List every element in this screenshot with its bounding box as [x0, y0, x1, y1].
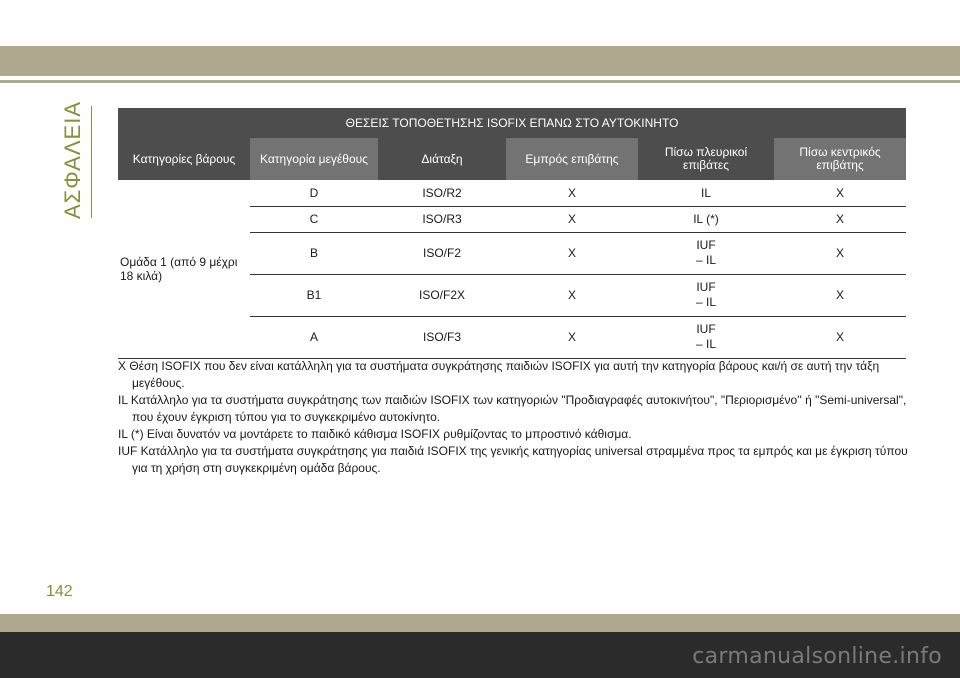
cell-rear-side-line-1: IUF	[696, 238, 716, 252]
watermark-text: carmanualsonline.info	[692, 644, 942, 669]
header-rule	[0, 80, 960, 83]
cell-rear-side	[638, 232, 774, 274]
header-rear-side-passengers: Πίσω πλευρικοί επιβάτες	[638, 138, 774, 180]
header-size-category: Κατηγορία μεγέθους	[250, 138, 378, 180]
cell-rear-side-line-2: – IL	[695, 337, 716, 351]
table-header-row	[118, 138, 906, 180]
cell-layout: ISO/R2	[378, 180, 506, 206]
note-il-star: IL (*) Είναι δυνατόν να μοντάρετε το παιδικό κάθισμα ISOFIX ρυθμίζοντας το μπροστινό κάθισμα.	[118, 427, 632, 441]
cell-rear-center: X	[774, 206, 906, 232]
cell-rear-side: IL (*)	[638, 206, 774, 232]
cell-front: X	[506, 180, 638, 206]
cell-rear-side	[638, 274, 774, 316]
cell-rear-side-line-2: – IL	[695, 253, 716, 267]
cell-layout: ISO/F2	[378, 232, 506, 274]
table-notes	[118, 358, 908, 477]
header-rear-center-passenger: Πίσω κεντρικός επιβάτης	[774, 138, 906, 180]
section-title	[56, 100, 90, 220]
cell-layout: ISO/F3	[378, 316, 506, 358]
cell-rear-side: IL	[638, 180, 774, 206]
cell-rear-side-line-2: – IL	[695, 295, 716, 309]
note-iuf: IUF Κατάλληλο για τα συστήματα συγκράτησης για παιδιά ISOFIX της γενικής κατηγορίας universal στραμμένα προς τα εμπρός και με έγκριση τύπου για τη χρήση στη συγκεκριμένη ομάδα βάρους.	[118, 444, 908, 475]
cell-rear-side-line-1: IUF	[696, 280, 716, 294]
note-il: IL Κατάλληλο για τα συστήματα συγκράτησης των παιδιών ISOFIX των κατηγοριών "Προδιαγραφές αυτοκινήτου", "Περιορισμένο'' ή "Semi-universal", που έχουν έγκριση τύπου για το συγκεκριμένο αυτοκίνητο.	[118, 393, 907, 424]
cell-front: X	[506, 206, 638, 232]
table-caption-row	[118, 108, 906, 138]
header-band	[0, 46, 960, 76]
table-row	[118, 180, 906, 206]
cell-layout: ISO/F2X	[378, 274, 506, 316]
section-title-text: ΑΣΦΑΛΕΙΑ	[60, 100, 85, 220]
note-x: X Θέση ISOFIX που δεν είναι κατάλληλη για τα συστήματα συγκράτησης παιδιών ISOFIX για αυτή την κατηγορία βάρους και/ή σε αυτή την τάξη μεγέθους.	[118, 359, 880, 390]
cell-size: B1	[250, 274, 378, 316]
cell-front: X	[506, 316, 638, 358]
table-caption: ΘΕΣΕΙΣ ΤΟΠΟΘΕΤΗΣΗΣ ISOFIX ΕΠΑΝΩ ΣΤΟ ΑΥΤΟΚΙΝΗΤΟ	[118, 108, 906, 138]
weight-group-label: Ομάδα 1 (από 9 μέχρι 18 κιλά)	[118, 180, 250, 358]
cell-front: X	[506, 274, 638, 316]
isofix-positions-table	[118, 108, 906, 359]
cell-layout: ISO/R3	[378, 206, 506, 232]
footer-band	[0, 614, 960, 632]
cell-size: C	[250, 206, 378, 232]
cell-rear-center: X	[774, 274, 906, 316]
header-layout: Διάταξη	[378, 138, 506, 180]
header-weight-category: Κατηγορίες βάρους	[118, 138, 250, 180]
cell-rear-center: X	[774, 180, 906, 206]
section-title-rule	[91, 106, 92, 218]
cell-rear-side-line-1: IUF	[696, 322, 716, 336]
cell-size: D	[250, 180, 378, 206]
isofix-table	[118, 108, 906, 359]
cell-rear-center: X	[774, 316, 906, 358]
cell-rear-side	[638, 316, 774, 358]
cell-size: A	[250, 316, 378, 358]
page-top-margin	[0, 0, 960, 46]
cell-front: X	[506, 232, 638, 274]
cell-rear-center: X	[774, 232, 906, 274]
page-number: 142	[46, 583, 73, 600]
cell-size: B	[250, 232, 378, 274]
header-front-passenger: Εμπρός επιβάτης	[506, 138, 638, 180]
